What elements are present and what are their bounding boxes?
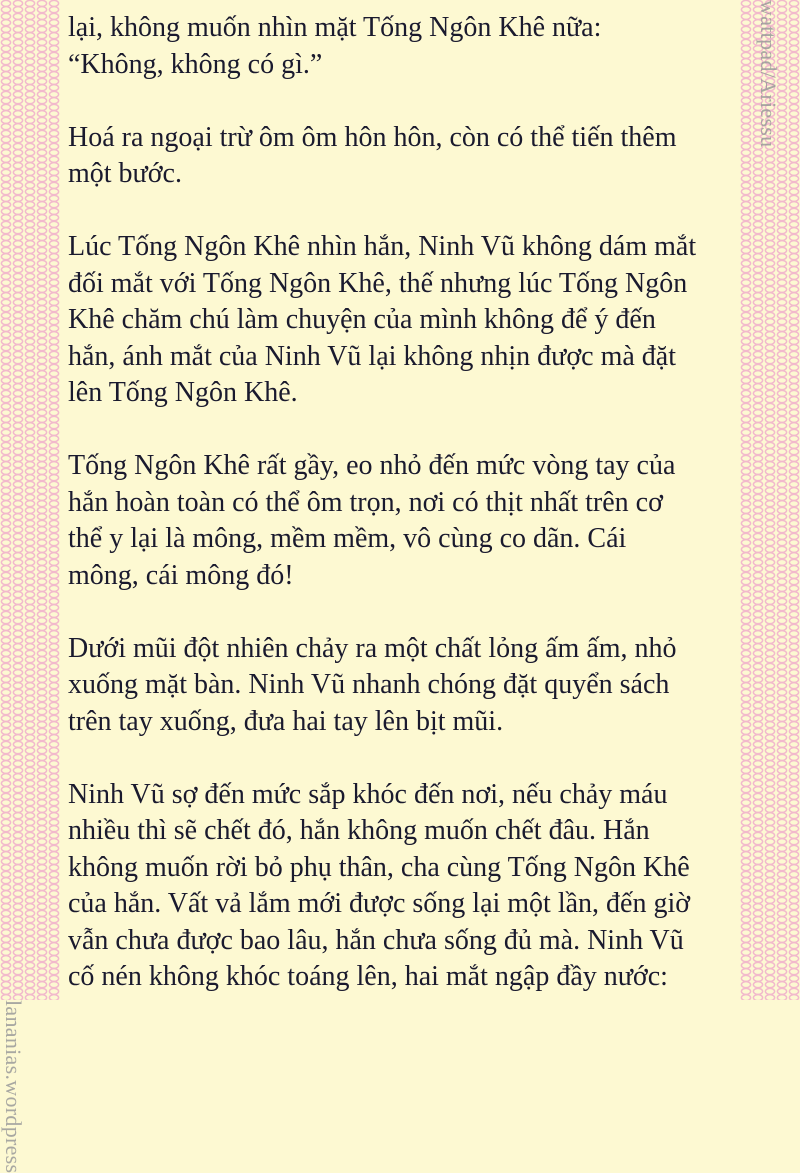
text-line: Tống Ngôn Khê rất gầy, eo nhỏ đến mức vòng tay của xyxy=(68,450,676,481)
paragraph xyxy=(68,120,748,193)
text-line: trên tay xuống, đưa hai tay lên bịt mũi. xyxy=(68,705,504,737)
text-line: của hắn. Vất vả lắm mới được sống lại một lần, đến giờ xyxy=(68,888,691,919)
paragraph xyxy=(68,229,748,412)
text-line: Dưới mũi đột nhiên chảy ra một chất lỏng ấm ấm, nhỏ xyxy=(68,632,677,664)
text-line: đối mắt với Tống Ngôn Khê, thế nhưng lúc Tống Ngôn xyxy=(68,267,688,299)
text-line: lại, không muốn nhìn mặt Tống Ngôn Khê nữa: xyxy=(68,12,602,43)
text-line: Lúc Tống Ngôn Khê nhìn hắn, Ninh Vũ không dám mắt xyxy=(68,231,697,262)
paragraph xyxy=(68,631,748,741)
text-line: mông, cái mông đó! xyxy=(68,559,294,591)
paragraph xyxy=(68,10,748,83)
text-line: “Không, không có gì.” xyxy=(68,48,323,80)
text-line: một bước. xyxy=(68,158,182,189)
text-line: Hoá ra ngoại trừ ôm ôm hôn hôn, còn có thể tiến thêm xyxy=(68,121,677,153)
decorative-border-left xyxy=(0,0,60,1000)
text-line: không muốn rời bỏ phụ thân, cha cùng Tống Ngôn Khê xyxy=(68,851,690,883)
text-line: cố nén không khóc toáng lên, hai mắt ngập đầy nước: xyxy=(68,961,668,992)
watermark-right: wattpad/Ariessu xyxy=(756,0,781,148)
decorative-border-right xyxy=(740,0,800,1000)
text-line: thể y lại là mông, mềm mềm, vô cùng co dãn. Cái xyxy=(68,523,627,554)
paragraph xyxy=(68,777,748,996)
text-line: vẫn chưa được bao lâu, hắn chưa sống đủ mà. Ninh Vũ xyxy=(68,924,684,956)
text-line: hắn hoàn toàn có thể ôm trọn, nơi có thịt nhất trên cơ xyxy=(68,486,663,518)
text-line: Ninh Vũ sợ đến mức sắp khóc đến nơi, nếu chảy máu xyxy=(68,778,668,810)
story-text xyxy=(68,10,748,1032)
text-line: hắn, ánh mắt của Ninh Vũ lại không nhịn được mà đặt xyxy=(68,340,677,372)
paragraph xyxy=(68,448,748,594)
watermark-left: lananias.wordpress xyxy=(1,1000,26,1173)
text-line: lên Tống Ngôn Khê. xyxy=(68,377,298,408)
text-line: xuống mặt bàn. Ninh Vũ nhanh chóng đặt quyển sách xyxy=(68,669,670,700)
text-line: Khê chăm chú làm chuyện của mình không để ý đến xyxy=(68,304,656,335)
text-line: nhiều thì sẽ chết đó, hắn không muốn chết đâu. Hắn xyxy=(68,815,650,846)
